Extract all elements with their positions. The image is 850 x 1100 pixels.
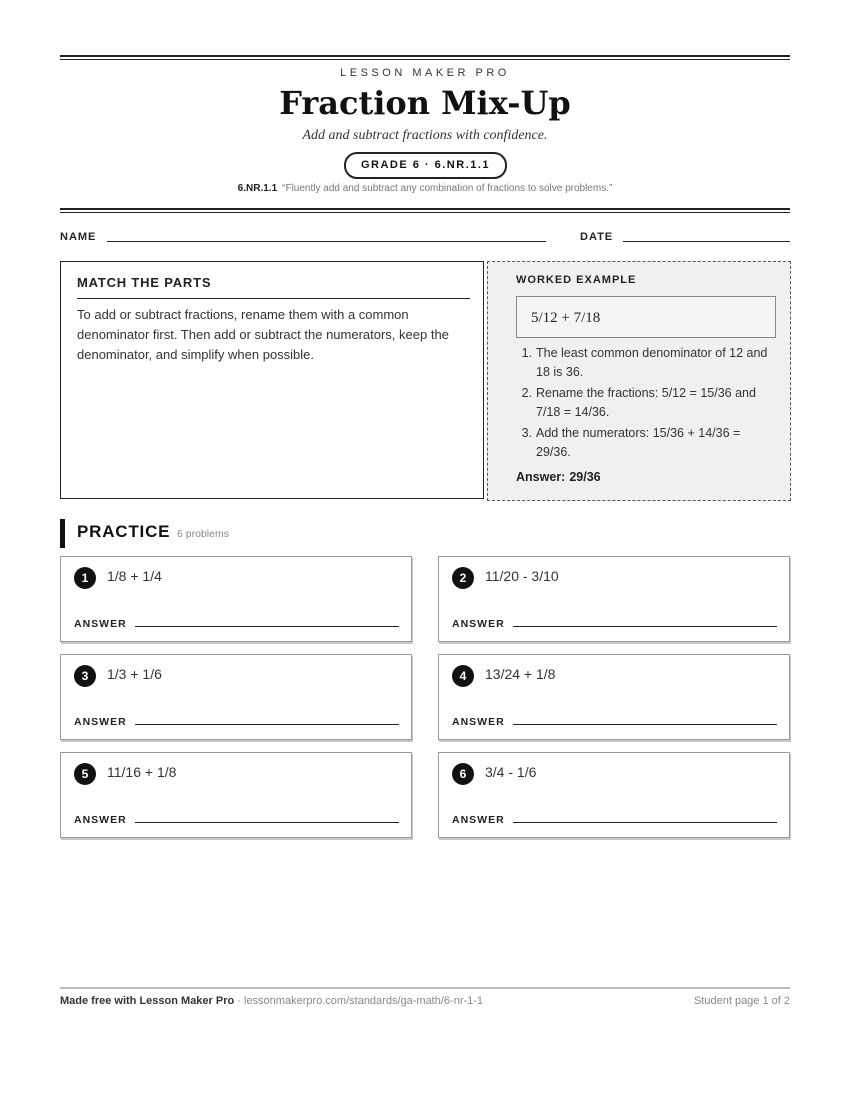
date-field[interactable] (623, 241, 790, 242)
worked-step (516, 424, 778, 462)
brand-name: LESSON MAKER PRO (340, 67, 510, 79)
header-bottom-rule-thin (60, 212, 790, 213)
footer-url[interactable]: · lessonmakerpro.com/standards/ga-math/6-nr-1-1 (234, 995, 484, 1007)
match-title: MATCH THE PARTS (77, 275, 212, 290)
footer-rule (60, 987, 790, 989)
step-number: 1. (521, 346, 532, 360)
problem-card-4 (438, 654, 790, 740)
name-field[interactable] (107, 241, 546, 242)
answer-field[interactable] (513, 724, 777, 725)
step-text: Add the numerators: 15/36 + 14/36 = 29/36. (536, 426, 741, 459)
date-label: DATE (580, 231, 614, 243)
problem-expression: 13/24 + 1/8 (485, 666, 556, 682)
problem-expression: 1/3 + 1/6 (107, 666, 162, 682)
problem-expression: 11/16 + 1/8 (107, 764, 177, 780)
worked-example-expression: 5/12 + 7/18 (516, 296, 776, 338)
step-number: 2. (521, 386, 532, 400)
step-text: The least common denominator of 12 and 18 is 36. (536, 346, 768, 379)
problem-expression: 3/4 - 1/6 (485, 764, 537, 780)
step-number: 3. (521, 426, 532, 440)
answer-label: ANSWER (74, 716, 127, 728)
answer-label: ANSWER (452, 618, 505, 630)
problem-expression: 11/20 - 3/10 (485, 568, 559, 584)
worked-step (516, 344, 778, 382)
answer-field[interactable] (513, 626, 777, 627)
problem-number-badge: 6 (452, 763, 474, 785)
page-title: Fraction Mix-Up (279, 84, 571, 122)
worked-example-title: WORKED EXAMPLE (516, 274, 637, 286)
practice-accent-bar (60, 519, 65, 548)
footer-credit (60, 995, 483, 1007)
practice-title: PRACTICE (77, 522, 171, 541)
practice-count: 6 problems (177, 528, 229, 540)
answer-field[interactable] (513, 822, 777, 823)
match-divider (77, 298, 470, 299)
problem-number-badge: 3 (74, 665, 96, 687)
standard-line (60, 183, 790, 194)
top-rule (60, 55, 790, 57)
problem-card-6 (438, 752, 790, 838)
grade-badge: GRADE 6 · 6.NR.1.1 (344, 152, 507, 179)
worked-step (516, 384, 778, 422)
problem-number-badge: 1 (74, 567, 96, 589)
answer-label: ANSWER (452, 716, 505, 728)
top-rule-thin (60, 59, 790, 60)
answer-value: 29/36 (569, 470, 601, 484)
problem-number-badge: 4 (452, 665, 474, 687)
worked-example-steps (516, 344, 778, 464)
answer-field[interactable] (135, 724, 399, 725)
footer-page-number: Student page 1 of 2 (693, 995, 790, 1007)
problem-card-1 (60, 556, 412, 642)
answer-label: ANSWER (74, 814, 127, 826)
step-text: Rename the fractions: 5/12 = 15/36 and 7/18 = 14/36. (536, 386, 756, 419)
footer-made-with: Made free with Lesson Maker Pro (60, 995, 235, 1007)
answer-field[interactable] (135, 822, 399, 823)
answer-label: ANSWER (74, 618, 127, 630)
standard-text: “Fluently add and subtract any combination of fractions to solve problems.” (282, 183, 613, 194)
page-subtitle: Add and subtract fractions with confidence. (302, 128, 548, 143)
match-the-parts-box (60, 261, 484, 499)
worked-example-answer (516, 470, 601, 484)
problem-card-5 (60, 752, 412, 838)
problem-card-2 (438, 556, 790, 642)
name-label: NAME (60, 231, 97, 243)
problem-card-3 (60, 654, 412, 740)
problem-expression: 1/8 + 1/4 (107, 568, 162, 584)
problem-number-badge: 5 (74, 763, 96, 785)
worked-example-box (487, 261, 791, 501)
answer-label: Answer: (516, 470, 566, 484)
problem-number-badge: 2 (452, 567, 474, 589)
match-text: To add or subtract fractions, rename them with a common denominator first. Then add or subtract the numerators, keep the denominator, and simplify when possible. (77, 307, 449, 362)
header-bottom-rule (60, 208, 790, 210)
standard-code: 6.NR.1.1 (237, 183, 278, 194)
answer-label: ANSWER (452, 814, 505, 826)
answer-field[interactable] (135, 626, 399, 627)
